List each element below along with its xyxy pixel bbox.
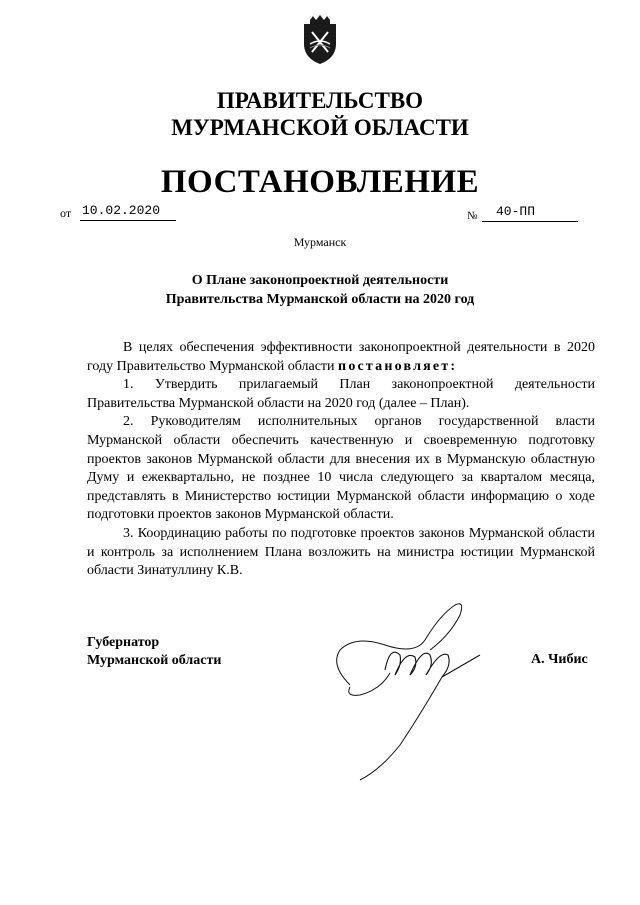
- paragraph-item-1: 1. Утвердить прилагаемый План законопроектной деятельности Правительства Мурманской области на 2020 год (далее – План).: [87, 377, 595, 411]
- org-name-line1: ПРАВИТЕЛЬСТВО: [216, 88, 424, 113]
- handwritten-signature: [330, 595, 490, 785]
- document-number: 40-ПП: [482, 203, 578, 222]
- signatory-position-line2: Мурманской области: [87, 653, 222, 668]
- decree-word: постановляет:: [338, 358, 458, 374]
- paragraph-preamble: [87, 339, 595, 376]
- paragraph-item-2: 2. Руководителям исполнительных органов государственной власти Мурманской области обеспечить качественную и своевременную подготовку проектов законов Мурманской области для внесения их в Мурманскую областную Думу и ежеквартально, не позднее 10 числа следующего за кварталом месяца, представлять в Министерство юстиции Мурманской области информацию о ходе подготовки проектов законов Мурманской области.: [87, 414, 595, 523]
- signatory-name: А. Чибис: [531, 652, 588, 667]
- document-date: 10.02.2020: [80, 202, 176, 221]
- signatory-position: [87, 634, 221, 670]
- document-title-line1: О Плане законопроектной деятельности: [191, 273, 449, 288]
- coat-of-arms-icon: [298, 14, 342, 66]
- number-label: №: [467, 210, 478, 222]
- signatory-position-line1: Губернатор: [87, 635, 160, 650]
- document-title-line2: Правительства Мурманской области на 2020 год: [165, 292, 475, 307]
- paragraph-item-3: 3. Координацию работы по подготовке проектов законов Мурманской области и контроль за исполнением Плана возложить на министра юстиции Мурманской области Зинатуллину К.В.: [87, 525, 595, 579]
- date-label: от: [60, 206, 72, 220]
- document-body: [87, 339, 595, 581]
- org-name-line2: МУРМАНСКОЙ ОБЛАСТИ: [171, 115, 469, 140]
- preamble-text: В целях обеспечения эффективности законопроектной деятельности в 2020 году Правительство Мурманской области: [87, 340, 595, 374]
- document-type: ПОСТАНОВЛЕНИЕ: [160, 164, 480, 200]
- city: Мурманск: [293, 235, 347, 249]
